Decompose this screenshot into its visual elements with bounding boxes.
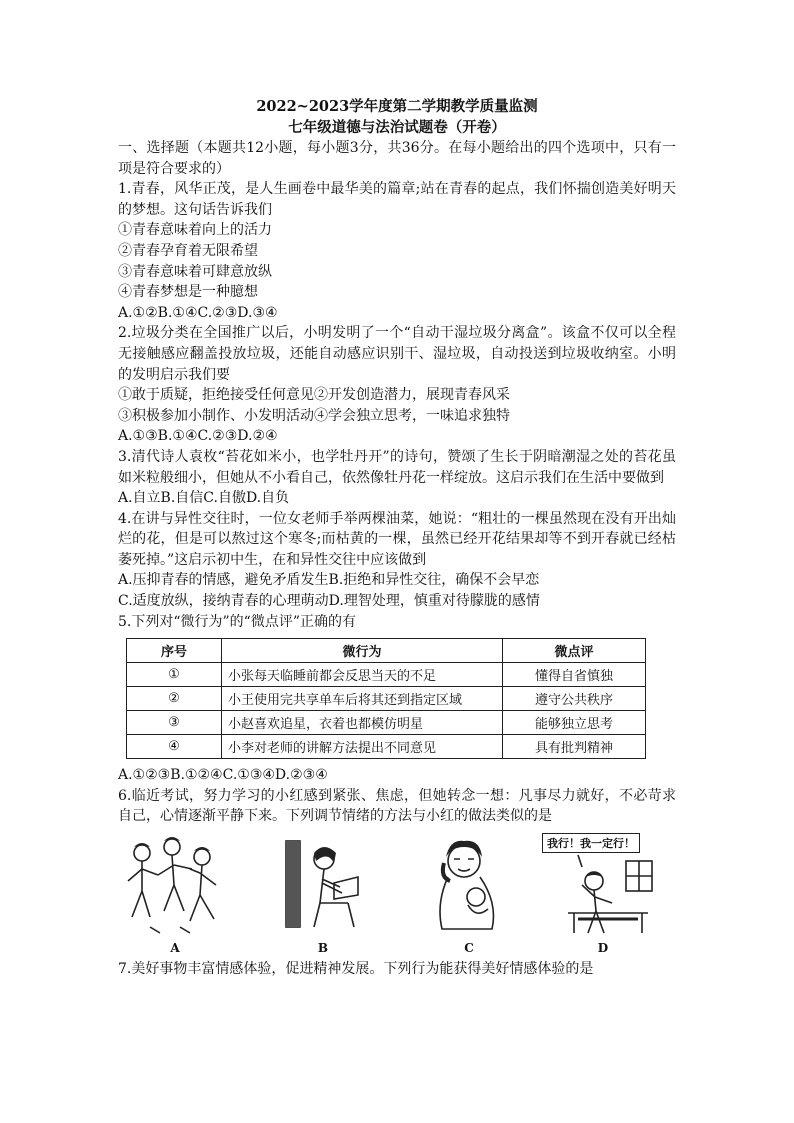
question-1-option-2: ②青春孕育着无限希望 (118, 242, 258, 259)
question-1-stem: 1.青春，风华正茂，是人生画卷中最华美的篇章;站在青春的起点，我们怀揣创造美好明天的梦想。这句话告诉我们 (118, 181, 676, 218)
table-row (127, 711, 646, 735)
question-3-stem: 3.清代诗人袁枚“苔花如米小，也学牡丹开”的诗句，赞颂了生长于阴暗潮湿之处的苔花虽如米粒般细小，但她从不小看自己，依然像牡丹花一样绽放。这启示我们在生活中要做到 (118, 448, 676, 486)
table-cell-behavior: 小张每天临睡前都会反思当天的不足 (222, 663, 503, 687)
question-4-options-c-d: C.适度放纵，接纳青春的心理萌动D.理智处理，慎重对待朦胧的感情 (118, 593, 540, 610)
reading-student-illustration (268, 833, 378, 937)
question-2-options-1-2: ①敢于质疑，拒绝接受任何意见②开发创造潜力，展现青春风采 (118, 387, 510, 404)
illustration-c (414, 833, 524, 955)
table-cell-number: ④ (127, 735, 222, 759)
table-cell-number: ③ (127, 711, 222, 735)
table-row (127, 687, 646, 711)
table-header-comment: 微点评 (503, 639, 646, 663)
table-cell-behavior: 小赵喜欢追星，衣着也都模仿明星 (222, 711, 503, 735)
question-5-answers: A.①②③B.①②④C.①③④D.②③④ (118, 767, 328, 784)
table-header-behavior: 微行为 (222, 639, 503, 663)
table-cell-comment: 具有批判精神 (503, 735, 646, 759)
mother-and-child-illustration (414, 833, 524, 937)
question-5-stem: 5.下列对“微行为”的“微点评”正确的有 (118, 613, 356, 630)
illustration-d-label: D (597, 941, 609, 956)
question-2-options-3-4: ③积极参加小制作、小发明活动④学会独立思考，一味追求独特 (118, 407, 510, 424)
illustration-b-label: B (317, 941, 329, 956)
question-4-stem: 4.在讲与异性交往时，一位女老师手举两棵油菜，她说：“粗壮的一棵虽然现在没有开出灿烂的花，但是可以熬过这个寒冬;而枯黄的一棵，虽然已经开花结果却等不到开春就已经枯萎死掉。”这启示初中生，在和异性交往中应该做到 (118, 510, 676, 568)
question-3-answers: A.自立B.自信C.自傲D.自负 (118, 490, 290, 507)
section-heading: 一、选择题（本题共12小题，每小题3分，共36分。在每小题给出的四个选项中，只有一项是符合要求的） (118, 140, 676, 177)
question-1-answers: A.①②B.①④C.②③D.③④ (118, 304, 278, 321)
table-cell-comment: 懂得自省慎独 (503, 663, 646, 687)
question-1-option-3: ③青春意味着可肆意放纵 (118, 263, 272, 280)
illustration-c-label: C (464, 941, 474, 956)
question-6-illustrations (118, 833, 676, 955)
question-1-option-1: ①青春意味着向上的活力 (118, 222, 272, 239)
table-cell-comment: 能够独立思考 (503, 711, 646, 735)
table-cell-number: ② (127, 687, 222, 711)
question-1-option-4: ④青春梦想是一种臆想 (118, 284, 258, 301)
table-cell-behavior: 小李对老师的讲解方法提出不同意见 (222, 735, 503, 759)
micro-behavior-table (126, 638, 646, 759)
question-7-stem: 7.美好事物丰富情感体验，促进精神发展。下列行为能获得美好情感体验的是 (118, 961, 594, 978)
question-4-options-a-b: A.压抑青春的情感，避免矛盾发生B.拒绝和异性交往，确保不会早恋 (118, 572, 540, 589)
table-header-number: 序号 (127, 639, 222, 663)
question-2-stem: 2.垃圾分类在全国推广以后，小明发明了一个“自动干湿垃圾分离盒”。该盒不仅可以全程无接触感应翻盖投放垃圾，还能自动感应识别干、湿垃圾，自动投送到垃圾收纳室。小明的发明启示我们要 (118, 325, 676, 383)
exam-subtitle: 七年级道德与法治试题卷（开卷） (288, 119, 506, 136)
table-cell-behavior: 小王使用完共享单车后将其还到指定区域 (222, 687, 503, 711)
question-6-stem: 6.临近考试，努力学习的小红感到紧张、焦虑，但她转念一想：凡事尽力就好，不必苛求自己，心情逐渐平静下来。下列调节情绪的方法与小红的做法类似的是 (118, 787, 676, 825)
question-2-answers: A.①③B.①④C.②③D.②④ (118, 428, 278, 445)
table-header-row (127, 639, 646, 663)
illustration-a (120, 833, 230, 955)
table-row (127, 735, 646, 759)
illustration-a-label: A (170, 941, 180, 956)
exam-title: 2022~2023学年度第二学期教学质量监测 (256, 98, 538, 115)
illustration-b (268, 833, 378, 955)
table-cell-number: ① (127, 663, 222, 687)
children-playing-illustration (120, 833, 230, 937)
exam-page (118, 96, 676, 980)
illustration-d (538, 833, 668, 955)
speech-bubble: 我行！我一定行！ (542, 833, 640, 853)
table-cell-comment: 遵守公共秩序 (503, 687, 646, 711)
table-row (127, 663, 646, 687)
